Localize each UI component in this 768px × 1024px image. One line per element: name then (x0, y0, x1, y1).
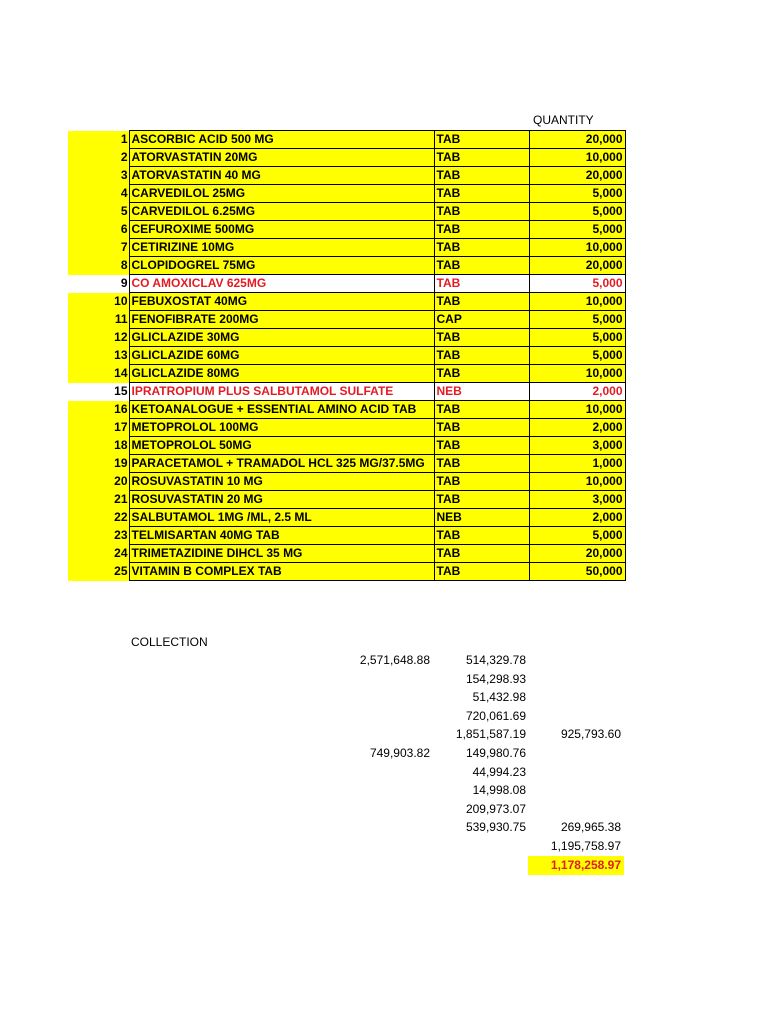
row-number: 22 (68, 509, 129, 527)
medicine-name: METOPROLOL 100MG (129, 419, 434, 437)
quantity-value: 10,000 (529, 293, 625, 311)
medicine-table (68, 130, 626, 581)
quantity-value: 20,000 (529, 545, 625, 563)
table-row (68, 509, 625, 527)
table-row (68, 527, 625, 545)
collection-col2-cell: 149,980.76 (465, 746, 526, 760)
collection-col2-cell: 514,329.78 (465, 653, 526, 667)
dosage-form: TAB (434, 239, 529, 257)
row-number: 24 (68, 545, 129, 563)
dosage-form: TAB (434, 563, 529, 581)
dosage-form: TAB (434, 401, 529, 419)
table-row (68, 545, 625, 563)
row-number: 7 (68, 239, 129, 257)
dosage-form: NEB (434, 509, 529, 527)
quantity-value: 10,000 (529, 365, 625, 383)
table-row (68, 167, 625, 185)
row-number: 14 (68, 365, 129, 383)
table-row (68, 401, 625, 419)
table-row (68, 293, 625, 311)
medicine-name: GLICLAZIDE 60MG (129, 347, 434, 365)
row-number: 13 (68, 347, 129, 365)
quantity-value: 5,000 (529, 311, 625, 329)
medicine-name: TRIMETAZIDINE DIHCL 35 MG (129, 545, 434, 563)
row-number: 17 (68, 419, 129, 437)
dosage-form: TAB (434, 149, 529, 167)
row-number: 9 (68, 275, 129, 293)
table-row (68, 329, 625, 347)
dosage-form: TAB (434, 275, 529, 293)
row-number: 3 (68, 167, 129, 185)
table-row (68, 563, 625, 581)
row-number: 19 (68, 455, 129, 473)
medicine-name: FENOFIBRATE 200MG (129, 311, 434, 329)
dosage-form: TAB (434, 347, 529, 365)
quantity-value: 5,000 (529, 221, 625, 239)
medicine-name: CETIRIZINE 10MG (129, 239, 434, 257)
collection-col3-cell: 925,793.60 (560, 727, 621, 741)
table-row (68, 347, 625, 365)
medicine-name: ROSUVASTATIN 10 MG (129, 473, 434, 491)
row-number: 18 (68, 437, 129, 455)
medicine-name: VITAMIN B COMPLEX TAB (129, 563, 434, 581)
medicine-name: ROSUVASTATIN 20 MG (129, 491, 434, 509)
quantity-value: 20,000 (529, 257, 625, 275)
dosage-form: TAB (434, 419, 529, 437)
quantity-header: QUANTITY (533, 113, 594, 127)
collection-col2-cell: 720,061.69 (465, 708, 526, 723)
quantity-value: 10,000 (529, 239, 625, 257)
row-number: 15 (68, 383, 129, 401)
collection-col1-cell: 2,571,648.88 (359, 653, 430, 667)
quantity-value: 20,000 (529, 131, 625, 149)
row-number: 11 (68, 311, 129, 329)
row-number: 16 (68, 401, 129, 419)
medicine-name: IPRATROPIUM PLUS SALBUTAMOL SULFATE (129, 383, 434, 401)
medicine-name: ASCORBIC ACID 500 MG (129, 131, 434, 149)
medicine-table-body (68, 131, 625, 581)
row-number: 8 (68, 257, 129, 275)
row-number: 1 (68, 131, 129, 149)
table-row (68, 257, 625, 275)
dosage-form: TAB (434, 491, 529, 509)
medicine-name: CO AMOXICLAV 625MG (129, 275, 434, 293)
table-row (68, 275, 625, 293)
table-row (68, 419, 625, 437)
row-number: 10 (68, 293, 129, 311)
dosage-form: TAB (434, 185, 529, 203)
quantity-value: 10,000 (529, 473, 625, 491)
row-number: 21 (68, 491, 129, 509)
dosage-form: TAB (434, 203, 529, 221)
final-total: 1,178,258.97 (528, 856, 624, 875)
quantity-value: 3,000 (529, 491, 625, 509)
table-row (68, 365, 625, 383)
dosage-form: NEB (434, 383, 529, 401)
medicine-name: ATORVASTATIN 20MG (129, 149, 434, 167)
dosage-form: TAB (434, 527, 529, 545)
dosage-form: TAB (434, 455, 529, 473)
dosage-form: TAB (434, 473, 529, 491)
dosage-form: TAB (434, 131, 529, 149)
table-row (68, 131, 625, 149)
quantity-value: 5,000 (529, 185, 625, 203)
row-number: 4 (68, 185, 129, 203)
medicine-name: CEFUROXIME 500MG (129, 221, 434, 239)
quantity-value: 5,000 (529, 275, 625, 293)
dosage-form: TAB (434, 437, 529, 455)
collection-col3-cell: 269,965.38 (560, 820, 621, 834)
medicine-name: PARACETAMOL + TRAMADOL HCL 325 MG/37.5MG (129, 455, 434, 473)
row-number: 12 (68, 329, 129, 347)
quantity-value: 5,000 (529, 329, 625, 347)
dosage-form: TAB (434, 293, 529, 311)
medicine-name: CARVEDILOL 25MG (129, 185, 434, 203)
medicine-name: SALBUTAMOL 1MG /ML, 2.5 ML (129, 509, 434, 527)
row-number: 2 (68, 149, 129, 167)
table-row (68, 239, 625, 257)
collection-col2-cell: 51,432.98 (472, 690, 526, 704)
quantity-value: 2,000 (529, 419, 625, 437)
quantity-value: 2,000 (529, 383, 625, 401)
collection-label: COLLECTION (131, 635, 208, 649)
quantity-value: 20,000 (529, 167, 625, 185)
row-number: 20 (68, 473, 129, 491)
table-row (68, 437, 625, 455)
collection-col3-cell: 1,195,758.97 (550, 838, 621, 853)
quantity-value: 10,000 (529, 401, 625, 419)
medicine-name: CLOPIDOGREL 75MG (129, 257, 434, 275)
table-row (68, 455, 625, 473)
collection-col2-cell: 1,851,587.19 (455, 727, 526, 741)
quantity-value: 10,000 (529, 149, 625, 167)
table-row (68, 491, 625, 509)
row-number: 23 (68, 527, 129, 545)
quantity-value: 5,000 (529, 347, 625, 365)
dosage-form: TAB (434, 545, 529, 563)
table-row (68, 221, 625, 239)
medicine-name: METOPROLOL 50MG (129, 437, 434, 455)
collection-col2-cell: 14,998.08 (472, 783, 526, 797)
quantity-value: 2,000 (529, 509, 625, 527)
quantity-value: 5,000 (529, 527, 625, 545)
collection-col2-cell: 539,930.75 (465, 820, 526, 834)
row-number: 5 (68, 203, 129, 221)
collection-col2-cell: 154,298.93 (465, 671, 526, 686)
medicine-name: TELMISARTAN 40MG TAB (129, 527, 434, 545)
row-number: 25 (68, 563, 129, 581)
medicine-name: ATORVASTATIN 40 MG (129, 167, 434, 185)
table-row (68, 311, 625, 329)
dosage-form: TAB (434, 365, 529, 383)
quantity-value: 50,000 (529, 563, 625, 581)
medicine-name: FEBUXOSTAT 40MG (129, 293, 434, 311)
collection-col1-cell: 749,903.82 (369, 746, 430, 760)
medicine-name: GLICLAZIDE 30MG (129, 329, 434, 347)
quantity-value: 3,000 (529, 437, 625, 455)
table-row (68, 473, 625, 491)
table-row (68, 185, 625, 203)
table-row (68, 149, 625, 167)
dosage-form: CAP (434, 311, 529, 329)
dosage-form: TAB (434, 221, 529, 239)
medicine-name: CARVEDILOL 6.25MG (129, 203, 434, 221)
medicine-name: KETOANALOGUE + ESSENTIAL AMINO ACID TAB (129, 401, 434, 419)
table-row (68, 203, 625, 221)
collection-col2-cell: 44,994.23 (472, 764, 526, 779)
quantity-value: 5,000 (529, 203, 625, 221)
table-row (68, 383, 625, 401)
quantity-value: 1,000 (529, 455, 625, 473)
dosage-form: TAB (434, 257, 529, 275)
collection-col2-cell: 209,973.07 (465, 801, 526, 816)
medicine-name: GLICLAZIDE 80MG (129, 365, 434, 383)
dosage-form: TAB (434, 167, 529, 185)
row-number: 6 (68, 221, 129, 239)
dosage-form: TAB (434, 329, 529, 347)
